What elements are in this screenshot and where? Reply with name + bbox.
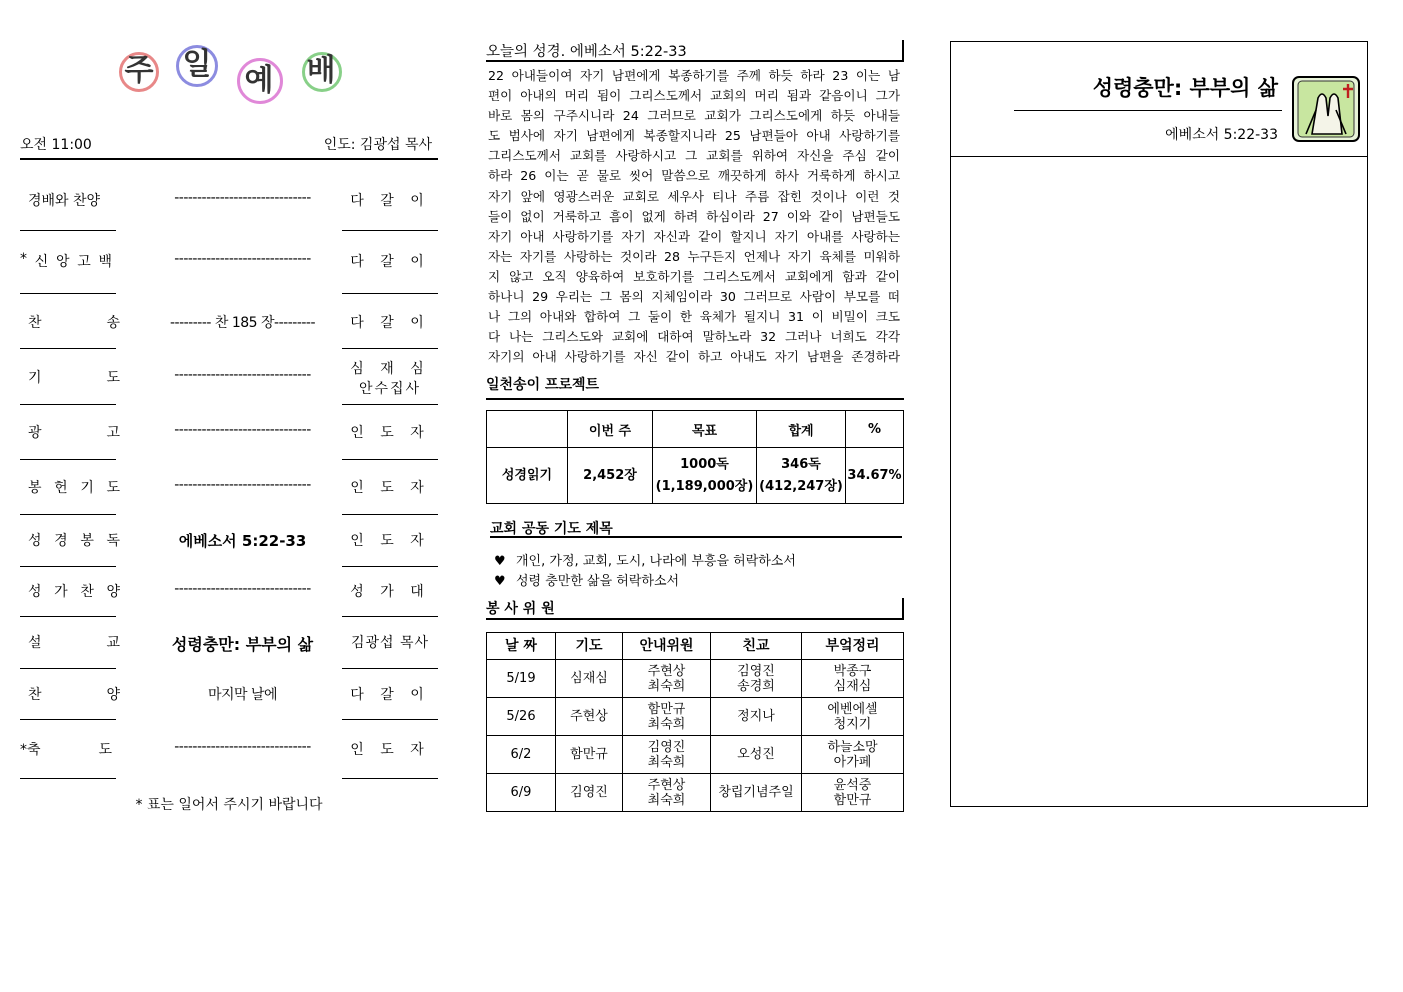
table-cell [802, 774, 904, 812]
servants-heading-text: 봉 사 위 원 [486, 601, 555, 617]
cell-line: 김영진 [737, 663, 775, 679]
sermon-reference: 에베소서 5:22-33 [1165, 127, 1278, 143]
title-char: 주 [124, 53, 154, 88]
cell-line: 에벤에셀 [827, 701, 878, 717]
title-char: 배 [306, 53, 336, 88]
scripture-line: 하라 26 이는 곧 물로 씻어 말씀으로 깨끗하게 하사 거룩하게 하시고 [488, 168, 900, 184]
worship-row-leader: 인 도 자 [350, 425, 430, 441]
cell-line: 심재심 [570, 671, 608, 686]
title-char: 예 [244, 63, 274, 98]
table-cell [802, 660, 904, 698]
prayer-item-text: 성령 충만한 삶을 허락하소서 [516, 574, 680, 589]
scripture-line: 바로 몸의 구주시니라 24 그러므로 교회가 그리스도에게 하듯 아내들 [488, 108, 900, 124]
cell-line: 아가페 [833, 754, 872, 770]
label-part: *축 [20, 742, 41, 758]
worship-row-label [28, 530, 120, 550]
service-time: 오전 11:00 [20, 137, 92, 153]
project-header-goal: 목표 [653, 411, 757, 448]
goal-count: 1000독 [680, 456, 729, 472]
scripture-line: 22 아내들이여 자기 남편에게 복종하기를 주께 하듯 하라 23 이는 남 [488, 68, 900, 83]
scripture-line: 나 그의 아내와 합하여 그 둘이 한 육체가 될지니 31 이 비밀이 크도 [488, 309, 900, 325]
row-underline-right [342, 616, 438, 617]
table-cell [556, 736, 623, 774]
table-row [487, 774, 904, 812]
heading-bar [902, 598, 904, 618]
row-underline-right [342, 459, 438, 460]
scripture-line: 그리스도께서 교회를 사랑하시고 그 교회를 위하여 자신을 주심 같이 [488, 148, 900, 164]
worship-row-detail: ------------------------------ [174, 581, 311, 597]
project-header-total: 합계 [757, 411, 846, 448]
cell-line: 주현상 [647, 777, 686, 793]
cell-line: 박종구 [833, 663, 872, 679]
table-cell [711, 736, 802, 774]
scripture-line: 들이 없이 거룩하고 흠이 없게 하려 하심이라 27 이와 같이 남편들도 [488, 208, 900, 224]
project-heading-text: 일천송이 프로젝트 [486, 377, 600, 393]
worship-row-label [28, 632, 120, 652]
scripture-line: 자기 아내 사랑하기를 자기 자신과 같이 할지니 자기 아내를 사랑하는 [488, 228, 900, 244]
row-underline-right [342, 514, 438, 515]
label-part: 찬 [28, 315, 42, 331]
row-underline-left [20, 778, 116, 779]
cell-line: 청지기 [833, 716, 872, 732]
label-char: 헌 [54, 480, 68, 496]
sermon-title-underline [1014, 110, 1282, 111]
worship-row-leader [350, 358, 430, 398]
goal-pages: (1,189,000장) [655, 478, 754, 494]
worship-row-leader: 인 도 자 [350, 533, 430, 549]
scripture-line: 도 범사에 자기 남편에게 복종할지니라 25 남편들아 아내 사랑하기를 [488, 128, 900, 144]
project-header-this-week: 이번 주 [568, 411, 653, 448]
worship-row-label [28, 477, 120, 497]
service-leader: 인도: 김광섭 목사 [323, 137, 432, 153]
row-underline-left [20, 719, 116, 720]
leader-line: 심 재 심 [350, 361, 430, 377]
servants-header-cell: 기도 [556, 633, 623, 660]
servants-header-cell: 날 짜 [487, 633, 556, 660]
cell-line: 함만규 [647, 701, 686, 717]
leader-line: 안수집사 [358, 381, 422, 397]
row-underline-left [20, 459, 116, 460]
worship-row-label [28, 422, 120, 442]
label-char: 기 [80, 480, 94, 496]
table-cell [487, 660, 556, 698]
row-underline-left [20, 230, 116, 231]
label-char: 봉 [80, 533, 94, 549]
worship-row-detail: ------------------------------ [174, 477, 311, 493]
project-this-week: 2,452장 [568, 448, 653, 504]
project-header-blank [487, 411, 568, 448]
project-header-percent: % [846, 411, 904, 448]
project-percent: 34.67% [846, 448, 904, 504]
label-part: 도 [98, 742, 112, 758]
label-char: 성 [28, 584, 42, 600]
scripture-line: 하나니 29 우리는 그 몸의 지체임이라 30 그러므로 사람이 부모를 떠 [488, 289, 900, 305]
worship-row-detail: ------------------------------ [174, 251, 311, 267]
project-table [486, 410, 904, 504]
project-total [757, 448, 846, 504]
standing-footnote: * 표는 일어서 주시기 바랍니다 [135, 797, 323, 813]
project-heading [486, 374, 904, 400]
servants-table [486, 632, 904, 812]
label-char: 봉 [28, 480, 42, 496]
worship-row-leader: 인 도 자 [350, 480, 430, 496]
row-underline-left [20, 293, 116, 294]
servants-header-cell: 친교 [711, 633, 802, 660]
total-count: 346독 [781, 456, 821, 472]
cell-line: 김영진 [570, 785, 608, 800]
worship-row-detail: 에베소서 5:22-33 [178, 532, 307, 550]
prayer-item-text: 개인, 가정, 교회, 도시, 나라에 부흥을 허락하소서 [516, 554, 796, 569]
worship-row-label [20, 739, 112, 759]
label-char: 경 [54, 533, 68, 549]
table-cell [623, 698, 711, 736]
table-cell [802, 698, 904, 736]
label-part: 양 [106, 687, 120, 703]
table-cell [623, 660, 711, 698]
worship-row-detail: ------------------------------ [174, 422, 311, 438]
prayer-heading-text: 교회 공동 기도 제목 [490, 521, 613, 537]
scripture-heading-text: 오늘의 성경. 에베소서 5:22-33 [486, 44, 687, 60]
praying-hands-icon [1292, 76, 1360, 142]
worship-row-leader: 다 갈 이 [350, 315, 430, 331]
table-cell [623, 774, 711, 812]
scripture-line: 지 않고 오직 양육하여 보호하기를 그리스도께서 교회에게 함과 같이 [488, 268, 900, 284]
label-char: 도 [106, 480, 120, 496]
cell-line: 심재심 [833, 678, 872, 694]
label-part: 광 [28, 425, 42, 441]
scripture-text [488, 66, 900, 367]
label-char: 양 [106, 584, 120, 600]
cell-line: 윤석중 [833, 777, 872, 793]
table-cell [487, 698, 556, 736]
row-underline-right [342, 719, 438, 720]
scripture-heading [486, 40, 904, 62]
worship-row-leader: 다 갈 이 [350, 193, 430, 209]
label-char: 고 [77, 254, 91, 270]
prayer-item [494, 550, 796, 569]
table-cell [711, 774, 802, 812]
table-cell [556, 774, 623, 812]
table-row [487, 736, 904, 774]
cell-line: 주현상 [570, 709, 608, 724]
cell-line: 최숙희 [647, 754, 686, 770]
worship-row-leader: 다 갈 이 [350, 687, 430, 703]
sermon-title: 성령충만: 부부의 삶 [1092, 76, 1278, 100]
heart-icon: ♥ [494, 554, 506, 569]
cell-line: 최숙희 [647, 716, 686, 732]
label-char: 독 [106, 533, 120, 549]
row-underline-left [20, 404, 116, 405]
label-part: 송 [106, 315, 120, 331]
cell-line: 정지나 [737, 709, 775, 724]
row-underline-left [20, 514, 116, 515]
cell-line: 5/19 [506, 671, 536, 686]
row-underline-left [20, 616, 116, 617]
row-underline-left [20, 348, 116, 349]
worship-row-label [20, 251, 112, 271]
scripture-line: 자기 앞에 영광스러운 교회로 세우사 티나 주름 잡힌 것이나 이런 것 [488, 188, 900, 204]
scripture-line: 자기의 아내 사랑하기를 자신 같이 하고 아내도 자기 남편을 존경하라 [488, 349, 900, 365]
worship-row-leader: 다 갈 이 [350, 254, 430, 270]
label-char: 찬 [80, 584, 94, 600]
worship-row-label: 경배와 찬양 [28, 193, 101, 209]
table-row [487, 660, 904, 698]
project-goal [653, 448, 757, 504]
table-cell [711, 660, 802, 698]
cell-line: 함만규 [833, 792, 872, 808]
label-part: 고 [106, 425, 120, 441]
row-underline-right [342, 293, 438, 294]
scripture-line: 다 나는 그리스도와 교회에 대하여 말하노라 32 그러나 너희도 각각 [488, 329, 900, 345]
worship-row-detail: ------------------------------ [174, 367, 311, 383]
cell-line: 하늘소망 [827, 739, 878, 755]
worship-row-label [28, 581, 120, 601]
worship-row-label [28, 684, 120, 704]
prayer-heading [490, 518, 902, 538]
cell-line: 함만규 [570, 747, 608, 762]
worship-row-detail: ------------------------------ [174, 739, 311, 755]
row-underline-right [342, 668, 438, 669]
label-part: 기 [28, 370, 42, 386]
label-char: 신 [34, 254, 49, 270]
service-info-line [20, 134, 438, 160]
cell-line: 6/9 [510, 785, 532, 800]
worship-row-label [28, 312, 120, 332]
servants-header-cell: 부엌정리 [802, 633, 904, 660]
project-header-row [487, 411, 904, 448]
sermon-box-separator [950, 156, 1368, 157]
worship-row-detail: 성령충만: 부부의 삶 [171, 635, 314, 654]
label-part: 교 [106, 635, 120, 651]
row-underline-left [20, 566, 116, 567]
label-char: 가 [54, 584, 68, 600]
cell-line: 김영진 [647, 739, 686, 755]
label-part: 도 [106, 370, 120, 386]
table-cell [487, 774, 556, 812]
heart-icon: ♥ [494, 574, 506, 589]
cell-line: 송경희 [737, 678, 775, 694]
table-row [487, 698, 904, 736]
label-char: 앙 [55, 254, 70, 270]
cell-line: 최숙희 [647, 792, 686, 808]
cell-line: 최숙희 [647, 678, 686, 694]
worship-row-detail: ------------------------------ [174, 190, 311, 206]
worship-row-detail: 마지막 날에 [207, 687, 278, 703]
title-char: 일 [182, 47, 212, 82]
cell-line: 6/2 [510, 747, 532, 762]
servants-heading [486, 598, 904, 620]
label-part: 찬 [28, 687, 42, 703]
table-cell [623, 736, 711, 774]
heading-bar [902, 40, 904, 60]
project-data-row [487, 448, 904, 504]
worship-row-leader: 성 가 대 [350, 584, 430, 600]
worship-row-label [28, 367, 120, 387]
row-underline-right [342, 348, 438, 349]
total-pages: (412,247장) [759, 478, 843, 494]
table-cell [487, 736, 556, 774]
table-cell [556, 698, 623, 736]
cell-line: 5/26 [506, 709, 536, 724]
row-underline-right [342, 778, 438, 779]
cell-line: 창립기념주일 [718, 785, 794, 800]
scripture-line: 편이 아내의 머리 됨이 그리스도께서 교회의 머리 됨과 같음이니 그가 [488, 88, 900, 104]
table-cell [556, 660, 623, 698]
table-cell [711, 698, 802, 736]
label-char: 백 [98, 254, 112, 270]
table-cell [802, 736, 904, 774]
worship-row-leader: 김광섭 목사 [350, 635, 430, 651]
prayer-item [494, 570, 679, 589]
project-row-label: 성경읽기 [487, 448, 568, 504]
row-underline-right [342, 404, 438, 405]
cell-line: 주현상 [647, 663, 686, 679]
cell-line: 오성진 [737, 747, 775, 762]
worship-row-detail: --------- 찬 185 장--------- [169, 315, 316, 331]
scripture-line: 자는 자기를 사랑하는 것이라 28 누구든지 언제나 자기 육체를 미워하 [488, 248, 900, 264]
row-underline-right [342, 566, 438, 567]
row-underline-right [342, 230, 438, 231]
worship-row-leader: 인 도 자 [350, 742, 430, 758]
row-underline-left [20, 668, 116, 669]
label-part: 설 [28, 635, 42, 651]
servants-header-cell: 안내위원 [623, 633, 711, 660]
label-char: * [20, 251, 27, 267]
label-char: 성 [28, 533, 42, 549]
servants-header-row [487, 633, 904, 660]
